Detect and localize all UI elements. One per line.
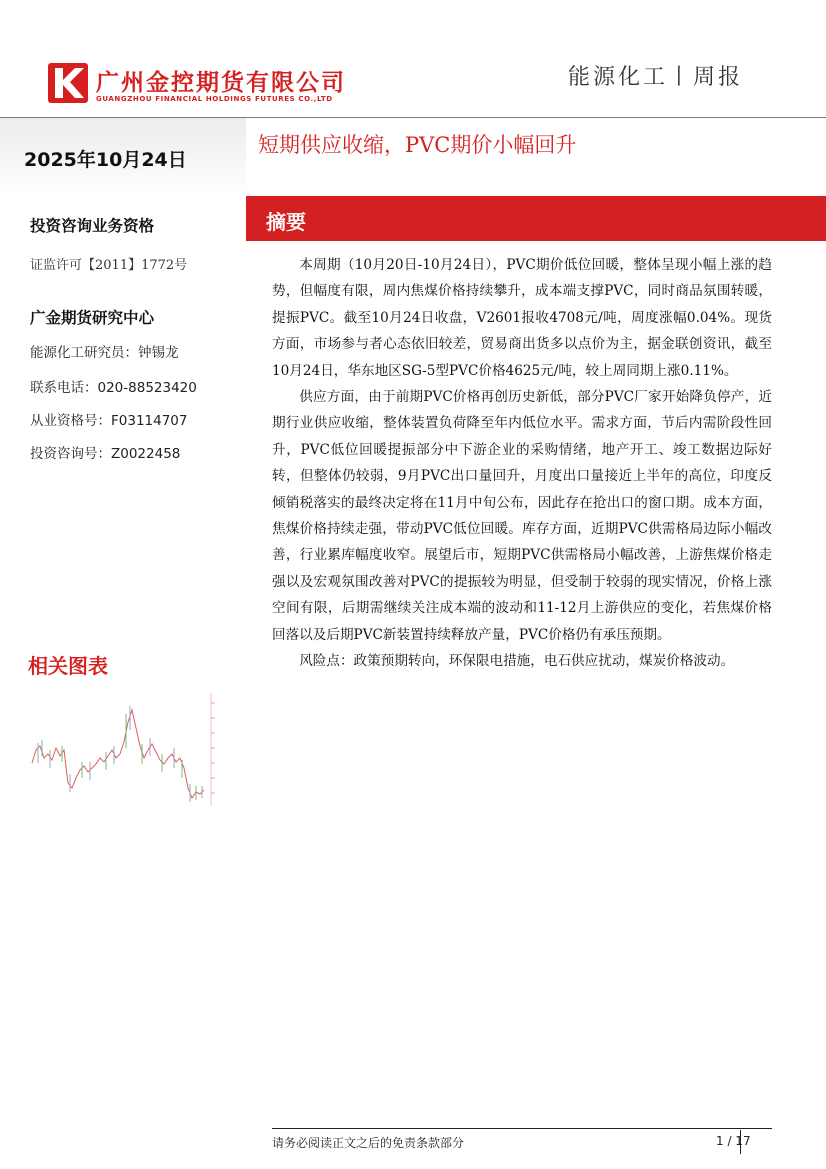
license-number: 证监许可【2011】1772号 [30, 258, 188, 273]
related-charts-heading: 相关图表 [28, 654, 108, 678]
company-name-en: GUANGZHOU FINANCIAL HOLDINGS FUTURES CO.,LTD [96, 95, 333, 103]
company-name-cn: 广州金控期货有限公司 [96, 70, 346, 96]
qualification-title: 投资咨询业务资格 [30, 217, 155, 235]
researcher-name: 能源化工研究员：钟锡龙 [30, 345, 179, 361]
abstract-header-bar [246, 196, 826, 241]
contact-phone: 联系电话：020-88523420 [30, 380, 197, 396]
report-type: 能源化工丨周报 [568, 65, 744, 90]
report-date: 2025年10月24日 [24, 149, 187, 171]
report-title: 短期供应收缩，PVC期价小幅回升 [258, 133, 577, 157]
footer-divider [272, 1128, 772, 1129]
disclaimer-note: 请务必阅读正文之后的免责条款部分 [272, 1136, 465, 1150]
abstract-heading: 摘要 [266, 210, 306, 234]
practice-license: 从业资格号：F03114707 [30, 413, 188, 429]
summary-paragraph-market: 本周期（10月20日-10月24日），PVC期价低位回暖，整体呈现小幅上涨的趋势，但幅度有限，周内焦煤价格持续攀升，成本端支撑PVC，同时商品氛围转暖，提振PVC。截至10月24日收盘，V2601报收4708元/吨，周度涨幅0.04%。现货方面，市场参与者心态依旧较差，贸易商出货多以点价为主，据金联创资讯，截至10月24日，华东地区SG-5型PVC价格4625元/吨，较上周同期上涨0.11%。 [272, 257, 772, 379]
summary-paragraph-risk: 风险点：政策预期转向，环保限电措施，电石供应扰动，煤炭价格波动。 [299, 653, 735, 670]
summary-paragraph-analysis: 供应方面，由于前期PVC价格再创历史新低，部分PVC厂家开始降负停产，近期行业供应收缩，整体装置负荷降至年内低位水平。需求方面，节后内需阶段性回升，PVC低位回暖提振部分中下游企业的采购情绪，地产开工、竣工数据边际好转，但整体仍较弱，9月PVC出口量回升，月度出口量接近上半年的高位，印度反倾销税落实的最终决定将在11月中旬公布，因此存在抢出口的窗口期。成本方面，焦煤价格持续走强，带动PVC低位回暖。库存方面，近期PVC供需格局边际小幅改善，行业累库幅度收窄。展望后市，短期PVC供需格局小幅改善，上游焦煤价格走强以及宏观氛围改善对PVC的提振较为明显，但受制于较弱的现实情况，价格上涨空间有限，后期需继续关注成本端的波动和11-12月上游供应的变化，若焦煤价格回落以及后期PVC新装置持续释放产量，PVC价格仍有承压预期。 [272, 389, 772, 643]
research-center: 广金期货研究中心 [30, 309, 155, 327]
abstract-body [272, 252, 772, 675]
consulting-license: 投资咨询号：Z0022458 [30, 446, 181, 462]
page-number: 1 / 17 [716, 1134, 751, 1148]
related-chart-thumbnail[interactable] [28, 688, 218, 813]
company-logo-icon [48, 63, 88, 103]
